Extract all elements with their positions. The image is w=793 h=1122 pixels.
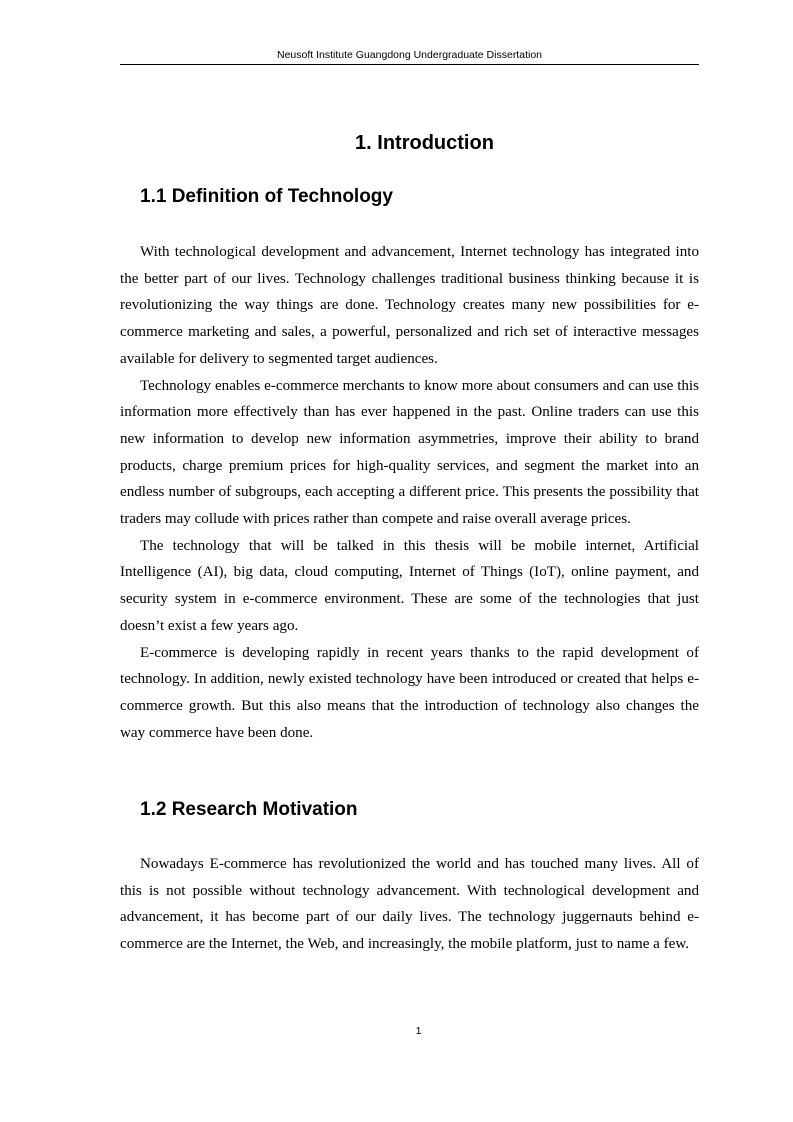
body-paragraph: Nowadays E-commerce has revolutionized the world and has touched many lives. All of this is not possible without technology advancement. With technological development and advancement, it has become part of our daily lives. The technology juggernauts behind e-commerce are the Internet, the Web, and increasingly, the mobile platform, just to name a few. bbox=[120, 856, 699, 953]
body-paragraph: E-commerce is developing rapidly in recent years thanks to the rapid development of technology. In addition, newly existed technology have been introduced or created that helps e-commerce growth. But this also means that the introduction of technology also changes the way commerce have been done. bbox=[120, 644, 699, 741]
chapter-title: 1. Introduction bbox=[355, 132, 494, 154]
body-paragraph: With technological development and advancement, Internet technology has integrated into the better part of our lives. Technology challenges traditional business thinking because it is revolutionizing the way things are done. Technology creates many new possibilities for e-commerce marketing and sales, a powerful, personalized and rich set of interactive messages available for delivery to segmented target audiences. bbox=[120, 244, 699, 367]
page-number: 1 bbox=[415, 1025, 422, 1037]
body-paragraph: Technology enables e-commerce merchants to know more about consumers and can use this information more effectively than has ever happened in the past. Online traders can use this new information to develop new information asymmetries, improve their ability to brand products, charge premium prices for high-quality services, and segment the market into an endless number of subgroups, each accepting a different price. This presents the possibility that traders may collude with prices rather than compete and raise overall average prices. bbox=[120, 377, 699, 528]
section-body-motivation bbox=[120, 851, 699, 958]
section-heading-motivation: 1.2 Research Motivation bbox=[140, 799, 358, 820]
section-heading-definition: 1.1 Definition of Technology bbox=[140, 186, 393, 207]
running-header: Neusoft Institute Guangdong Undergraduate Dissertation bbox=[277, 49, 542, 61]
body-paragraph: The technology that will be talked in this thesis will be mobile internet, Artificial Intelligence (AI), big data, cloud computing, Internet of Things (IoT), online payment, and security system in e-commerce environment. These are some of the technologies that just doesn’t exist a few years ago. bbox=[120, 537, 699, 634]
header-rule bbox=[120, 64, 699, 65]
section-body-definition bbox=[120, 239, 699, 746]
